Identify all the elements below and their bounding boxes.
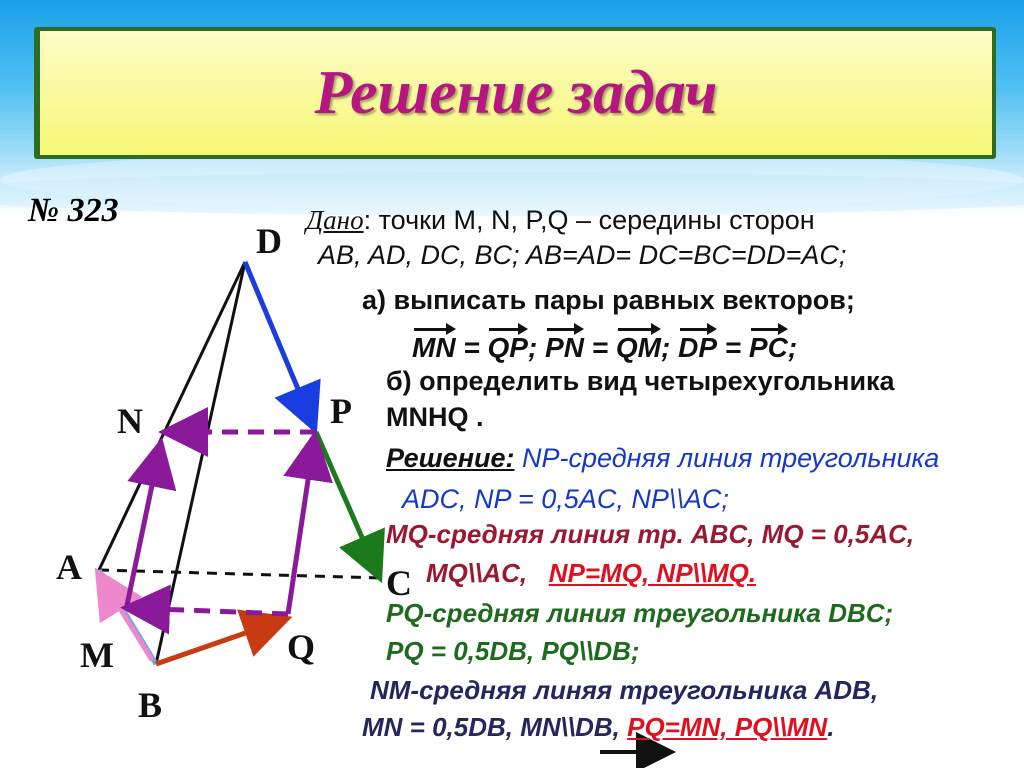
- vector-QM-dashed: [130, 608, 288, 614]
- vertex-label-N: N: [117, 401, 143, 441]
- vector-dp-label: DP: [678, 332, 717, 363]
- task-a-text: а) выписать пары равных векторов;: [362, 285, 855, 315]
- slide-title: Решение задач: [314, 58, 718, 127]
- solution-line-7: NM-средняя линяя треугольника ADB,: [370, 675, 879, 705]
- vector-qp-label: QP: [487, 332, 528, 363]
- task-b-line-2: MNHQ .: [386, 402, 484, 432]
- problem-number: № 323: [28, 192, 119, 229]
- vector-BQ: [156, 620, 283, 664]
- vector-PC: [316, 432, 378, 574]
- task-a-vectors: MN = QP; PN = QM; DP = PC;: [412, 332, 798, 363]
- vertex-label-A: A: [56, 547, 82, 587]
- solution-line-3: MQ-средняя линия тр. ABC, MQ = 0,5AC,: [386, 519, 915, 549]
- vertex-label-D: D: [256, 221, 282, 261]
- solution-line-6: PQ = 0,5DB, PQ\\DB;: [386, 636, 640, 666]
- vector-DP: [245, 262, 313, 425]
- solution-label: Решение:: [386, 443, 515, 473]
- edge-DB: [156, 262, 245, 664]
- solution-line-2: ADC, NP = 0,5AC, NP\\AC;: [402, 484, 729, 514]
- given-label: Дано: [306, 205, 364, 235]
- vertex-label-B: B: [138, 685, 163, 725]
- task-b-line-1: б) определить вид четырехугольника: [386, 366, 895, 396]
- given-text: : точки M, N, P,Q – середины сторон: [363, 205, 815, 235]
- vector-pn-label: PN: [545, 332, 584, 363]
- vector-MN: [126, 447, 160, 610]
- given-line-2: AB, AD, DC, BC; AB=AD= DC=BC=DD=AC;: [318, 240, 847, 270]
- solution-line-5: PQ-средняя линия треугольника DBC;: [386, 598, 894, 628]
- vertex-label-C: C: [386, 563, 412, 603]
- solution-line-8: MN = 0,5DB, MN\\DB, PQ=MN, PQ\\MN.: [362, 712, 835, 742]
- vector-pc-label: PC: [748, 332, 788, 363]
- vector-mn-label: MN: [412, 332, 456, 363]
- edge-BC-dashed: [156, 614, 288, 617]
- solution-line-4: MQ\\AC, NP=MQ, NP\\MQ.: [426, 558, 757, 588]
- given-line-1: [306, 205, 815, 236]
- vertex-label-Q: Q: [287, 627, 316, 667]
- vector-qm-label: QM: [615, 332, 661, 363]
- highlight-pq-mn: PQ=MN, PQ\\MN: [627, 712, 828, 742]
- vertex-label-P: P: [330, 391, 352, 431]
- highlight-np-mq: NP=MQ, NP\\MQ.: [548, 558, 757, 588]
- solution-line-1: Решение: NP-средняя линия треугольника: [386, 443, 940, 473]
- vertex-label-M: M: [80, 635, 114, 675]
- vector-QP: [288, 440, 314, 614]
- edge-AC-dashed: [99, 570, 382, 578]
